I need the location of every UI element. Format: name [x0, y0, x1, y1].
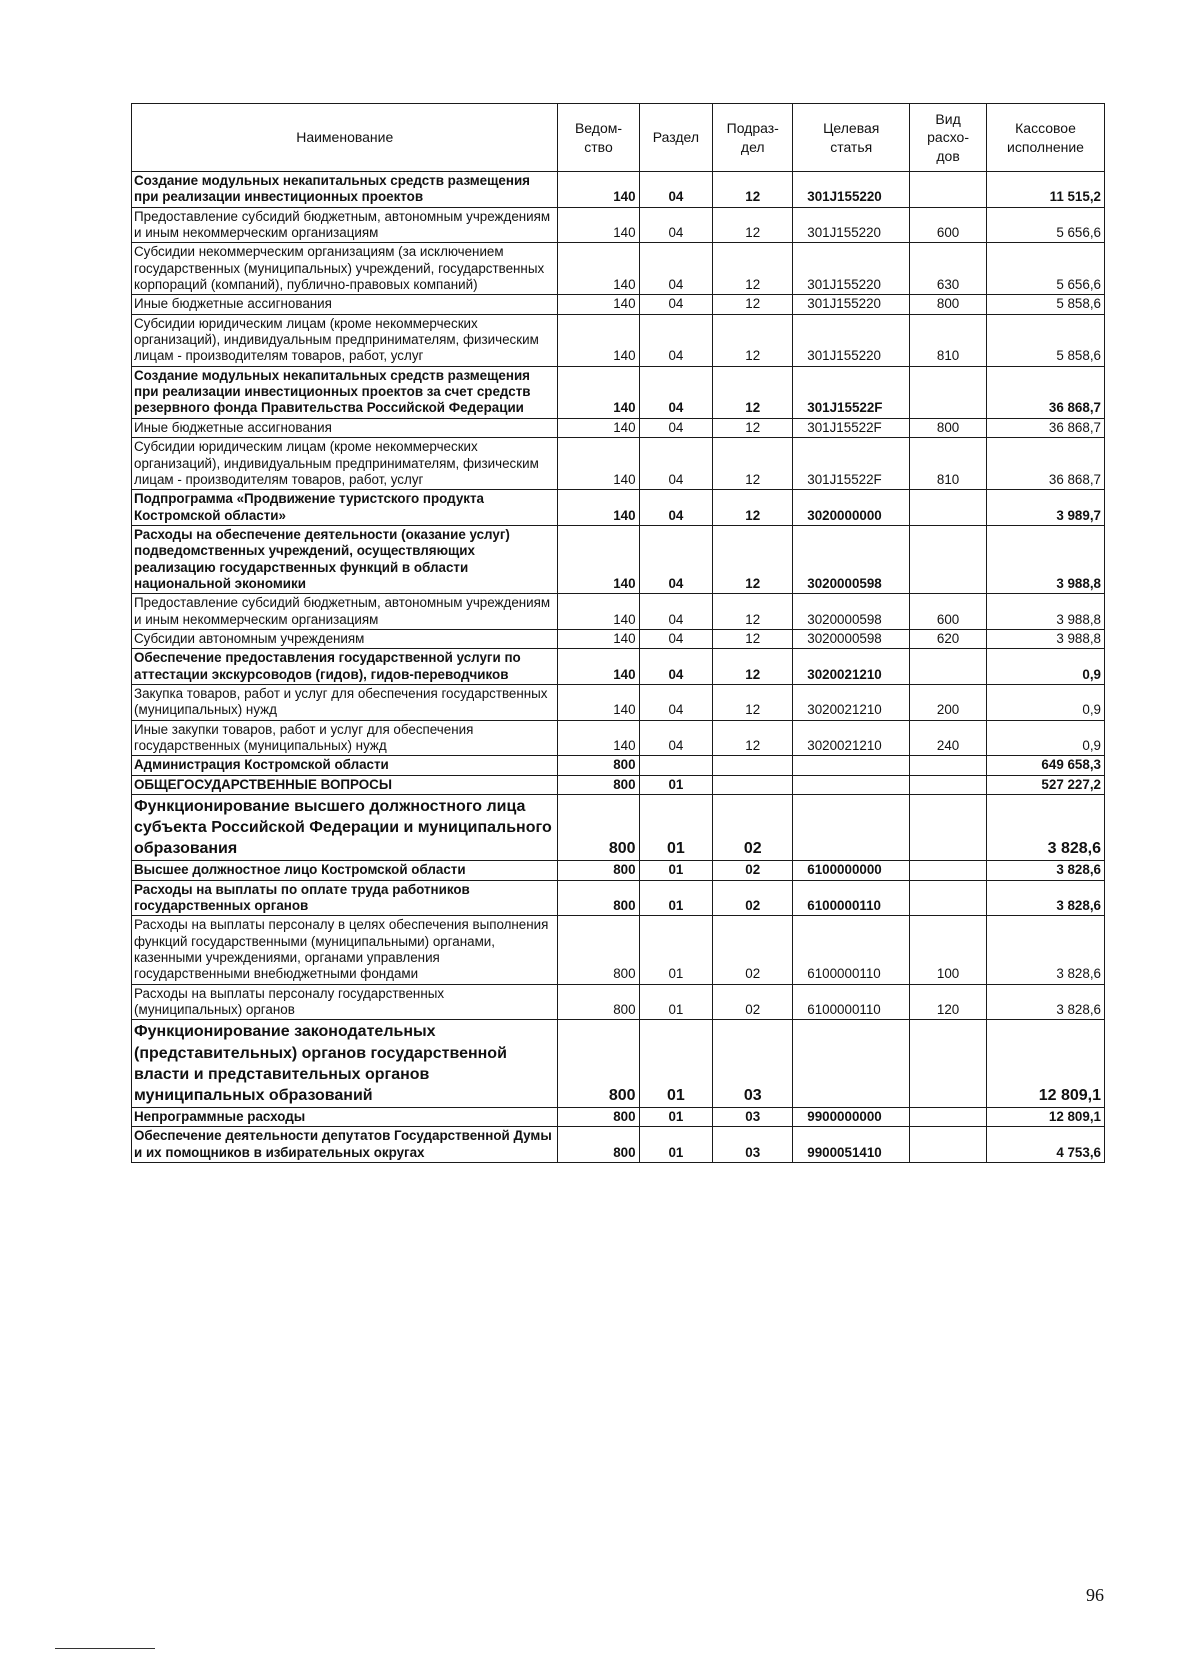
cell-section: 04	[639, 720, 713, 756]
cell-subsection	[713, 756, 793, 775]
cell-section: 01	[639, 775, 713, 794]
cell-dept: 140	[558, 243, 639, 295]
cell-name: Функционирование высшего должностного лица субъекта Российской Федерации и муниципального образования	[132, 795, 558, 861]
cell-kind: 600	[910, 207, 987, 243]
cell-name: Функционирование законодательных (представительных) органов государственной власти и представительных органов муниципальных образований	[132, 1020, 558, 1107]
table-row	[132, 684, 1105, 720]
cell-dept: 140	[558, 366, 639, 418]
header-article	[793, 104, 910, 172]
cell-section: 04	[639, 684, 713, 720]
footnote-divider	[55, 1648, 155, 1649]
cell-section: 04	[639, 207, 713, 243]
cell-kind	[910, 1127, 987, 1163]
cell-name: Субсидии автономным учреждениям	[132, 629, 558, 648]
cell-kind: 240	[910, 720, 987, 756]
cell-subsection: 12	[713, 243, 793, 295]
table-row	[132, 795, 1105, 861]
cell-section: 04	[639, 366, 713, 418]
table-row	[132, 295, 1105, 314]
cell-section: 04	[639, 438, 713, 490]
cell-kind	[910, 795, 987, 861]
cell-article: 301J155220	[793, 172, 910, 208]
cell-kind: 800	[910, 295, 987, 314]
cell-name: Закупка товаров, работ и услуг для обеспечения государственных (муниципальных) нужд	[132, 684, 558, 720]
table-row	[132, 525, 1105, 593]
cell-section: 01	[639, 795, 713, 861]
cell-amount: 36 868,7	[987, 438, 1105, 490]
cell-amount: 36 868,7	[987, 418, 1105, 437]
cell-dept: 140	[558, 629, 639, 648]
cell-article: 3020000598	[793, 629, 910, 648]
cell-amount: 3 989,7	[987, 490, 1105, 526]
cell-subsection: 12	[713, 366, 793, 418]
cell-article	[793, 775, 910, 794]
table-row	[132, 172, 1105, 208]
cell-amount: 12 809,1	[987, 1020, 1105, 1107]
cell-section: 01	[639, 1127, 713, 1163]
cell-amount: 11 515,2	[987, 172, 1105, 208]
cell-section: 04	[639, 490, 713, 526]
cell-subsection: 12	[713, 629, 793, 648]
table-row	[132, 984, 1105, 1020]
cell-article: 6100000110	[793, 984, 910, 1020]
cell-amount: 12 809,1	[987, 1107, 1105, 1126]
cell-article	[793, 756, 910, 775]
cell-subsection: 12	[713, 207, 793, 243]
table-row	[132, 594, 1105, 630]
cell-kind: 620	[910, 629, 987, 648]
cell-amount: 5 858,6	[987, 295, 1105, 314]
cell-name: Обеспечение предоставления государственной услуги по аттестации экскурсоводов (гидов), гидов-переводчиков	[132, 649, 558, 685]
cell-section: 04	[639, 314, 713, 366]
cell-amount: 649 658,3	[987, 756, 1105, 775]
cell-subsection: 12	[713, 418, 793, 437]
table-row	[132, 880, 1105, 916]
cell-amount: 5 858,6	[987, 314, 1105, 366]
cell-subsection: 12	[713, 649, 793, 685]
cell-amount: 3 988,8	[987, 594, 1105, 630]
cell-name: Предоставление субсидий бюджетным, автономным учреждениям и иным некоммерческим организациям	[132, 594, 558, 630]
cell-name: ОБЩЕГОСУДАРСТВЕННЫЕ ВОПРОСЫ	[132, 775, 558, 794]
cell-dept: 140	[558, 649, 639, 685]
cell-section	[639, 756, 713, 775]
cell-dept: 800	[558, 880, 639, 916]
table-row	[132, 916, 1105, 984]
cell-section: 04	[639, 172, 713, 208]
cell-section: 01	[639, 1107, 713, 1126]
cell-dept: 140	[558, 314, 639, 366]
cell-subsection	[713, 775, 793, 794]
cell-subsection: 12	[713, 720, 793, 756]
cell-dept: 800	[558, 1127, 639, 1163]
cell-name: Администрация Костромской области	[132, 756, 558, 775]
cell-dept: 800	[558, 861, 639, 880]
cell-name: Расходы на выплаты персоналу государственных (муниципальных) органов	[132, 984, 558, 1020]
cell-kind	[910, 490, 987, 526]
cell-dept: 140	[558, 684, 639, 720]
cell-amount: 36 868,7	[987, 366, 1105, 418]
cell-article: 301J15522F	[793, 438, 910, 490]
table-row	[132, 438, 1105, 490]
cell-dept: 800	[558, 775, 639, 794]
table-body	[132, 172, 1105, 1163]
header-amount-text: Кассовое исполнение	[1007, 120, 1084, 155]
table-row	[132, 720, 1105, 756]
cell-subsection: 02	[713, 795, 793, 861]
header-name: Наименование	[132, 104, 558, 172]
cell-article: 3020000598	[793, 594, 910, 630]
header-article-text: Целевая статья	[823, 120, 880, 155]
cell-amount: 3 828,6	[987, 795, 1105, 861]
cell-amount: 0,9	[987, 720, 1105, 756]
cell-section: 04	[639, 649, 713, 685]
table-row	[132, 1127, 1105, 1163]
cell-subsection: 02	[713, 880, 793, 916]
header-dept-text: Ведом- ство	[574, 120, 623, 155]
table-row	[132, 861, 1105, 880]
cell-article: 6100000110	[793, 916, 910, 984]
cell-name: Предоставление субсидий бюджетным, автономным учреждениям и иным некоммерческим организациям	[132, 207, 558, 243]
cell-name: Расходы на выплаты персоналу в целях обеспечения выполнения функций государственными (муниципальными) органами, казенными учреждениями, органами управления государственными внебюджетными фондами	[132, 916, 558, 984]
header-dept	[558, 104, 639, 172]
cell-name: Иные бюджетные ассигнования	[132, 295, 558, 314]
cell-dept: 140	[558, 207, 639, 243]
table-row	[132, 756, 1105, 775]
header-kind-text: Вид расхо- дов	[927, 111, 969, 164]
cell-section: 04	[639, 629, 713, 648]
cell-subsection: 12	[713, 594, 793, 630]
cell-section: 04	[639, 243, 713, 295]
cell-subsection: 12	[713, 684, 793, 720]
cell-kind	[910, 649, 987, 685]
table-row	[132, 1020, 1105, 1107]
header-section: Раздел	[639, 104, 713, 172]
cell-name: Субсидии юридическим лицам (кроме некоммерческих организаций), индивидуальным предпринимателям, физическим лицам - производителям товаров, работ, услуг	[132, 314, 558, 366]
cell-article: 3020021210	[793, 720, 910, 756]
cell-amount: 3 828,6	[987, 861, 1105, 880]
cell-article	[793, 1020, 910, 1107]
cell-amount: 4 753,6	[987, 1127, 1105, 1163]
cell-article: 3020021210	[793, 649, 910, 685]
table-row	[132, 207, 1105, 243]
cell-name: Обеспечение деятельности депутатов Государственной Думы и их помощников в избирательных округах	[132, 1127, 558, 1163]
cell-article: 6100000000	[793, 861, 910, 880]
cell-name: Субсидии юридическим лицам (кроме некоммерческих организаций), индивидуальным предпринимателям, физическим лицам - производителям товаров, работ, услуг	[132, 438, 558, 490]
cell-dept: 140	[558, 594, 639, 630]
cell-subsection: 03	[713, 1020, 793, 1107]
cell-amount: 0,9	[987, 684, 1105, 720]
cell-kind	[910, 366, 987, 418]
cell-subsection: 12	[713, 172, 793, 208]
header-subsection-text: Подраз- дел	[726, 120, 779, 155]
cell-dept: 140	[558, 525, 639, 593]
cell-section: 04	[639, 525, 713, 593]
cell-kind: 100	[910, 916, 987, 984]
cell-kind: 810	[910, 314, 987, 366]
cell-amount: 3 828,6	[987, 984, 1105, 1020]
cell-subsection: 12	[713, 525, 793, 593]
cell-kind: 200	[910, 684, 987, 720]
cell-section: 01	[639, 916, 713, 984]
cell-article: 301J155220	[793, 295, 910, 314]
cell-section: 01	[639, 984, 713, 1020]
cell-article: 3020000598	[793, 525, 910, 593]
cell-name: Расходы на обеспечение деятельности (оказание услуг) подведомственных учреждений, осуществляющих реализацию государственных функций в области национальной экономики	[132, 525, 558, 593]
cell-dept: 140	[558, 720, 639, 756]
table-row	[132, 314, 1105, 366]
table-row	[132, 418, 1105, 437]
cell-section: 01	[639, 1020, 713, 1107]
cell-name: Расходы на выплаты по оплате труда работников государственных органов	[132, 880, 558, 916]
cell-article: 301J155220	[793, 243, 910, 295]
cell-name: Высшее должностное лицо Костромской области	[132, 861, 558, 880]
cell-section: 04	[639, 594, 713, 630]
cell-dept: 140	[558, 418, 639, 437]
cell-kind	[910, 775, 987, 794]
cell-article	[793, 795, 910, 861]
table-row	[132, 775, 1105, 794]
cell-name: Создание модульных некапитальных средств размещения при реализации инвестиционных проектов	[132, 172, 558, 208]
cell-article: 3020000000	[793, 490, 910, 526]
table-header-row	[132, 104, 1105, 172]
cell-kind: 800	[910, 418, 987, 437]
cell-section: 04	[639, 418, 713, 437]
cell-article: 301J15522F	[793, 418, 910, 437]
cell-name: Иные закупки товаров, работ и услуг для обеспечения государственных (муниципальных) нужд	[132, 720, 558, 756]
cell-subsection: 12	[713, 490, 793, 526]
cell-article: 301J15522F	[793, 366, 910, 418]
cell-amount: 3 828,6	[987, 880, 1105, 916]
cell-subsection: 12	[713, 314, 793, 366]
cell-article: 301J155220	[793, 207, 910, 243]
cell-kind	[910, 861, 987, 880]
cell-kind: 120	[910, 984, 987, 1020]
page-number: 96	[1086, 1585, 1104, 1605]
cell-dept: 800	[558, 1107, 639, 1126]
cell-dept: 800	[558, 795, 639, 861]
cell-kind	[910, 756, 987, 775]
cell-article: 9900051410	[793, 1127, 910, 1163]
cell-subsection: 12	[713, 438, 793, 490]
cell-kind: 600	[910, 594, 987, 630]
cell-section: 04	[639, 295, 713, 314]
cell-kind	[910, 172, 987, 208]
cell-article: 301J155220	[793, 314, 910, 366]
cell-name: Субсидии некоммерческим организациям (за исключением государственных (муниципальных) учреждений, государственных корпораций (компаний), публично-правовых компаний)	[132, 243, 558, 295]
cell-dept: 140	[558, 438, 639, 490]
cell-dept: 800	[558, 756, 639, 775]
cell-section: 01	[639, 861, 713, 880]
cell-subsection: 02	[713, 861, 793, 880]
cell-amount: 3 988,8	[987, 629, 1105, 648]
cell-kind	[910, 880, 987, 916]
cell-kind: 810	[910, 438, 987, 490]
cell-subsection: 03	[713, 1107, 793, 1126]
table-row	[132, 366, 1105, 418]
budget-table	[131, 103, 1105, 1163]
table-row	[132, 1107, 1105, 1126]
cell-kind	[910, 1020, 987, 1107]
table-row	[132, 490, 1105, 526]
cell-kind	[910, 1107, 987, 1126]
table-row	[132, 649, 1105, 685]
cell-subsection: 03	[713, 1127, 793, 1163]
cell-dept: 800	[558, 984, 639, 1020]
cell-name: Подпрограмма «Продвижение туристского продукта Костромской области»	[132, 490, 558, 526]
cell-amount: 527 227,2	[987, 775, 1105, 794]
cell-subsection: 02	[713, 984, 793, 1020]
cell-amount: 5 656,6	[987, 243, 1105, 295]
header-kind	[910, 104, 987, 172]
cell-subsection: 12	[713, 295, 793, 314]
cell-dept: 800	[558, 1020, 639, 1107]
cell-subsection: 02	[713, 916, 793, 984]
cell-article: 3020021210	[793, 684, 910, 720]
cell-dept: 140	[558, 490, 639, 526]
cell-name: Иные бюджетные ассигнования	[132, 418, 558, 437]
cell-section: 01	[639, 880, 713, 916]
header-amount	[987, 104, 1105, 172]
header-subsection	[713, 104, 793, 172]
cell-kind: 630	[910, 243, 987, 295]
cell-dept: 140	[558, 172, 639, 208]
table-row	[132, 243, 1105, 295]
cell-article: 6100000110	[793, 880, 910, 916]
cell-article: 9900000000	[793, 1107, 910, 1126]
cell-kind	[910, 525, 987, 593]
cell-amount: 3 828,6	[987, 916, 1105, 984]
cell-amount: 0,9	[987, 649, 1105, 685]
cell-amount: 3 988,8	[987, 525, 1105, 593]
cell-amount: 5 656,6	[987, 207, 1105, 243]
cell-name: Непрограммные расходы	[132, 1107, 558, 1126]
cell-dept: 800	[558, 916, 639, 984]
table-row	[132, 629, 1105, 648]
cell-dept: 140	[558, 295, 639, 314]
cell-name: Создание модульных некапитальных средств размещения при реализации инвестиционных проектов за счет средств резервного фонда Правительства Российской Федерации	[132, 366, 558, 418]
